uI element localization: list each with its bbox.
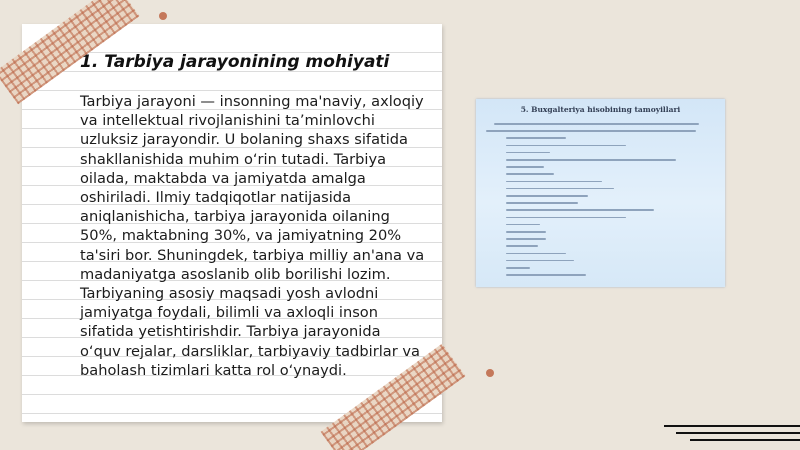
tape-pin-top [159, 12, 167, 20]
document-text-line [506, 195, 588, 197]
document-text-line [506, 159, 676, 161]
document-text-line [506, 137, 566, 139]
document-text-line [506, 188, 614, 190]
document-image-title: 5. Buxgalteriya hisobining tamoyillari [520, 105, 681, 114]
document-scan-image [476, 99, 725, 287]
document-text-line [506, 152, 550, 154]
decorative-line-3 [690, 439, 800, 441]
document-text-line [506, 245, 538, 247]
decorative-line-1 [664, 425, 800, 427]
slide-title: 1. Tarbiya jarayonining mohiyati [80, 52, 390, 72]
document-text-line [506, 217, 626, 219]
document-text-line [506, 267, 530, 269]
document-text-line [506, 166, 544, 168]
document-text-line [486, 130, 696, 132]
document-text-line [506, 202, 578, 204]
document-text-line [494, 123, 699, 125]
document-text-line [506, 260, 574, 262]
tape-pin-bottom [486, 369, 494, 377]
document-text-line [506, 274, 586, 276]
document-text-line [506, 238, 546, 240]
document-text-line [506, 224, 540, 226]
document-text-line [506, 231, 546, 233]
document-text-line [506, 173, 554, 175]
document-text-line [506, 181, 602, 183]
decorative-line-2 [676, 432, 800, 434]
lined-paper-card [22, 24, 442, 422]
document-text-line [506, 145, 626, 147]
slide-body-text: Tarbiya jarayoni — insonning ma'naviy, axloqiy va intellektual rivojlanishini ta’minlovchi uzluksiz jarayondir. U bolaning shaxs sifatida shakllanishida muhim o‘rin tutadi. Tarbiya oilada, maktabda va jamiyatda amalga oshiriladi. Ilmiy tadqiqotlar natijasida aniqlanishicha, tarbiya jarayonida oilaning 50%, maktabning 30%, va jamiyatning 20% ta'siri bor. Shuningdek, tarbiya milliy an'ana va madaniyatga asoslanib olib borilishi lozim. Tarbiyaning asosiy maqsadi yosh avlodni jamiyatga foydali, bilimli va axloqli inson sifatida yetishtirishdir. Tarbiya jarayonida o‘quv rejalar, darsliklar, tarbiyaviy tadbirlar va baholash tizimlari katta rol o‘ynaydi. [80, 93, 425, 379]
document-text-line [506, 209, 654, 211]
document-text-line [506, 253, 566, 255]
